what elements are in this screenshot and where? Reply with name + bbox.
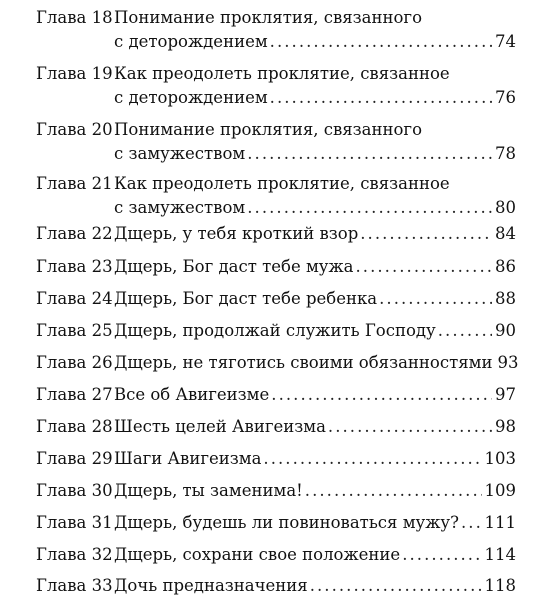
page-number: 80	[495, 198, 516, 217]
page-number: 74	[495, 32, 516, 51]
page-number: 98	[495, 417, 516, 436]
chapter-number: Глава 32	[36, 545, 113, 564]
chapter-title: Дщерь, Бог даст тебе ребенка	[114, 289, 378, 308]
page-number: 88	[495, 289, 516, 308]
dot-leader	[310, 574, 482, 598]
page-number: 109	[484, 481, 516, 500]
dot-leader	[247, 196, 492, 220]
chapter-number: Глава 25	[36, 321, 113, 340]
chapter-title-continued: с деторождением	[114, 88, 268, 107]
page-number: 76	[495, 88, 516, 107]
dot-leader	[438, 319, 492, 343]
chapter-title: Дщерь, сохрани свое положение	[114, 545, 401, 564]
page-number: 84	[495, 224, 516, 243]
page-number: 78	[495, 144, 516, 163]
dot-leader	[305, 479, 482, 503]
chapter-title: Понимание проклятия, связанного	[114, 8, 422, 27]
chapter-number: Глава 21	[36, 174, 113, 193]
dot-leader	[402, 543, 481, 567]
page-number: 118	[484, 576, 516, 595]
chapter-title: Шесть целей Авигеизма	[114, 417, 326, 436]
page-number: 103	[484, 449, 516, 468]
chapter-number: Глава 18	[36, 8, 113, 27]
page-number: 114	[484, 545, 516, 564]
dot-leader	[263, 447, 481, 471]
chapter-number: Глава 29	[36, 449, 113, 468]
chapter-title: Дщерь, не тяготись своими обязанностями	[114, 353, 493, 372]
chapter-title: Дщерь, ты заменима!	[114, 481, 303, 500]
page-number: 93	[497, 353, 519, 372]
dot-leader	[461, 511, 482, 535]
chapter-title: Дщерь, у тебя кроткий взор	[114, 224, 359, 243]
chapter-title: Дщерь, продолжай служить Господу	[114, 321, 436, 340]
dot-leader	[356, 255, 492, 279]
page-number: 111	[484, 513, 516, 532]
chapter-number: Глава 24	[36, 289, 113, 308]
dot-leader	[360, 222, 492, 246]
page-number: 90	[495, 321, 516, 340]
chapter-number: Глава 26	[36, 353, 113, 372]
dot-leader	[271, 383, 492, 407]
chapter-number: Глава 33	[36, 576, 113, 595]
dot-leader	[270, 30, 492, 54]
chapter-number: Глава 31	[36, 513, 113, 532]
chapter-title-continued: с деторождением	[114, 32, 268, 51]
chapter-number: Глава 19	[36, 64, 113, 83]
chapter-title: Дщерь, будешь ли повиноваться мужу?	[114, 513, 459, 532]
chapter-number: Глава 23	[36, 257, 113, 276]
chapter-number: Глава 30	[36, 481, 113, 500]
chapter-number: Глава 20	[36, 120, 113, 139]
chapter-title: Как преодолеть проклятие, связанное	[114, 174, 450, 193]
chapter-number: Глава 27	[36, 385, 113, 404]
chapter-title: Дочь предназначения	[114, 576, 308, 595]
chapter-title-continued: с замужеством	[114, 144, 246, 163]
chapter-title: Шаги Авигеизма	[114, 449, 262, 468]
chapter-number: Глава 22	[36, 224, 113, 243]
page-number: 86	[495, 257, 516, 276]
chapter-number: Глава 28	[36, 417, 113, 436]
dot-leader	[379, 287, 492, 311]
dot-leader	[270, 86, 492, 110]
chapter-title: Понимание проклятия, связанного	[114, 120, 422, 139]
chapter-title: Как преодолеть проклятие, связанное	[114, 64, 450, 83]
dot-leader	[328, 415, 492, 439]
page-number: 97	[495, 385, 516, 404]
chapter-title-continued: с замужеством	[114, 198, 246, 217]
dot-leader	[247, 142, 492, 166]
chapter-title: Все об Авигеизме	[114, 385, 270, 404]
chapter-title: Дщерь, Бог даст тебе мужа	[114, 257, 354, 276]
